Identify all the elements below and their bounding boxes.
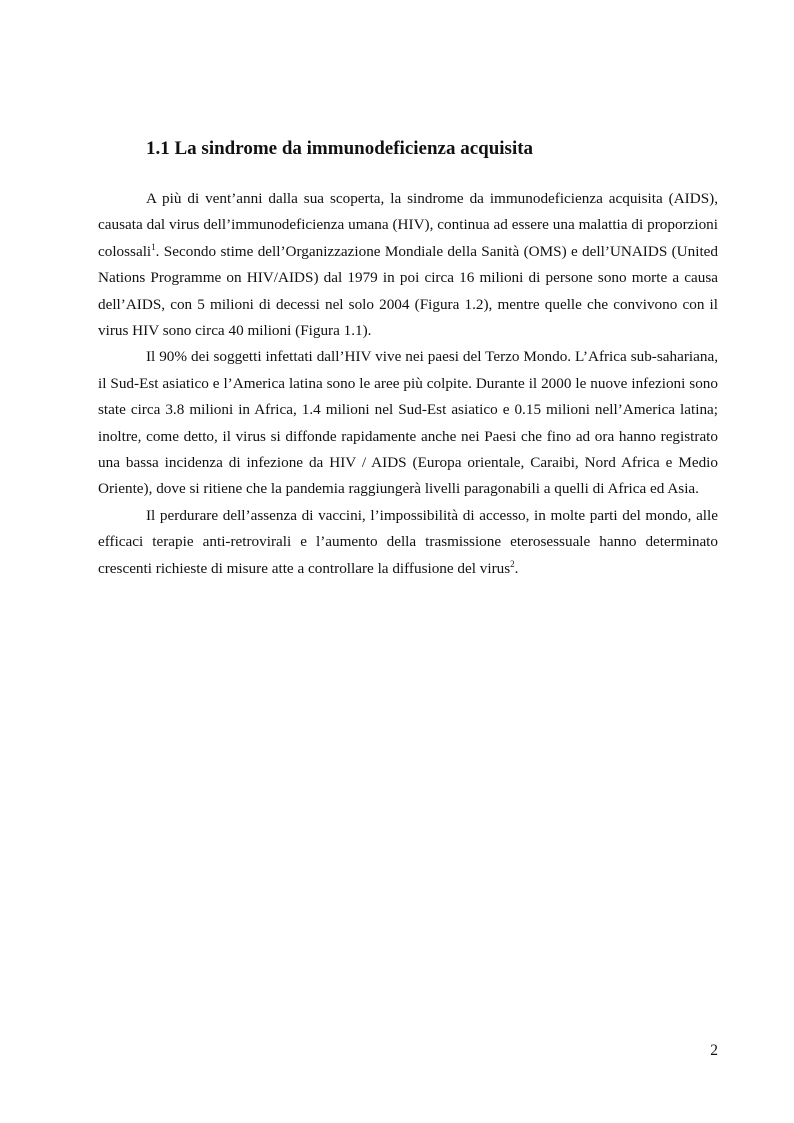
footnote-ref-2[interactable]: 2 (510, 558, 515, 569)
paragraph-1-text-continued: . Secondo stime dell’Organizzazione Mondiale della Sanità (OMS) e dell’UNAIDS (United Nations Programme on HIV/AIDS) dal 1979 in poi circa 16 milioni di persone sono morte a causa dell’AIDS, con 5 milioni di decessi nel solo 2004 (Figura 1.2), mentre quelle che convivono con il virus HIV sono circa 40 milioni (Figura 1.1). (98, 242, 718, 340)
section-title: 1.1 La sindrome da immunodeficienza acquisita (146, 138, 534, 159)
body-text (98, 186, 718, 582)
footnote-ref-1[interactable]: 1 (151, 241, 156, 252)
paragraph-2: Il 90% dei soggetti infettati dall’HIV vive nei paesi del Terzo Mondo. L’Africa sub-sahariana, il Sud-Est asiatico e l’America latina sono le aree più colpite. Durante il 2000 le nuove infezioni sono state circa 3.8 milioni in Africa, 1.4 milioni nel Sud-Est asiatico e 0.15 milioni nell’America latina; inoltre, come detto, il virus si diffonde rapidamente anche nei Paesi che fino ad ora hanno registrato una bassa incidenza di infezione da HIV / AIDS (Europa orientale, Caraibi, Nord Africa e Medio Oriente), dove si ritiene che la pandemia raggiungerà livelli paragonabili a quelli di Africa ed Asia. (98, 348, 718, 498)
paragraph-1-text: A più di vent’anni dalla sua scoperta, la sindrome da immunodeficienza acquisita (AIDS), causata dal virus dell’immunodeficienza umana (HIV), continua ad essere una malattia di proporzioni colossali (98, 190, 718, 260)
paragraph-3-text: Il perdurare dell’assenza di vaccini, l’impossibilità di accesso, in molte parti del mondo, alle efficaci terapie anti-retrovirali e l’aumento della trasmissione eterosessuale hanno determinato crescenti richieste di misure atte a controllare la diffusione del virus (98, 506, 718, 577)
page-number: 2 (710, 1042, 718, 1059)
paragraph-3-text-end: . (514, 559, 519, 577)
paragraph-3 (98, 503, 718, 582)
paragraph-1 (98, 186, 718, 344)
